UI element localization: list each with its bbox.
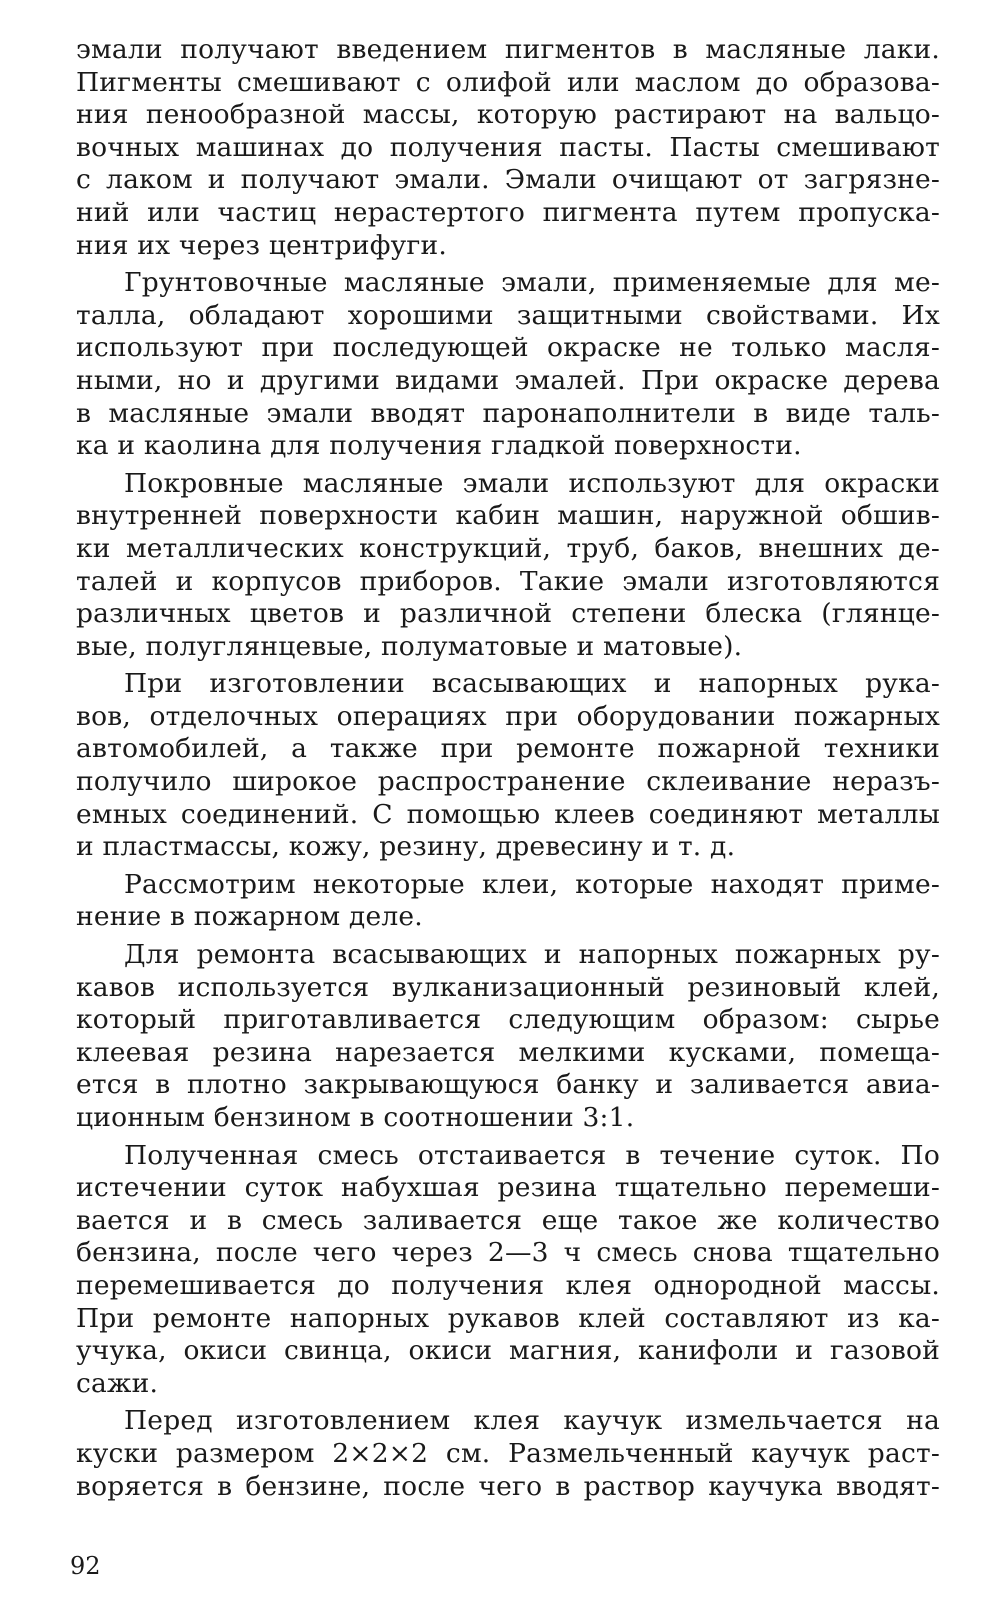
- text-line: вочных машинах до получения пасты. Пасты смешивают: [76, 131, 940, 163]
- paragraph-2: [76, 267, 940, 463]
- text-line: ными, но и другими видами эмалей. При окраске дерева: [76, 364, 940, 396]
- text-line: воряется в бензине, после чего в раствор каучука вводят-: [76, 1470, 940, 1502]
- paragraph-1: [76, 34, 940, 262]
- paragraph-5: [76, 869, 940, 934]
- page-body: [76, 34, 940, 1508]
- text-line: ки металлических конструкций, труб, баков, внешних де-: [76, 532, 940, 564]
- text-line: Рассмотрим некоторые клеи, которые находят приме-: [124, 868, 940, 900]
- text-line: автомобилей, а также при ремонте пожарной техники: [76, 733, 940, 765]
- text-line: в масляные эмали вводят паронаполнители в виде таль-: [76, 397, 940, 429]
- text-line: Покровные масляные эмали используют для окраски: [124, 467, 940, 499]
- text-line: талла, обладают хорошими защитными свойствами. Их: [76, 299, 940, 331]
- text-line: ка и каолина для получения гладкой поверхности.: [76, 430, 802, 462]
- text-line: куски размером 2×2×2 см. Размельченный каучук раст-: [76, 1437, 940, 1469]
- text-line: получило широкое распространение склеивание неразъ-: [76, 766, 940, 798]
- text-line: нение в пожарном деле.: [76, 901, 423, 933]
- text-line: с лаком и получают эмали. Эмали очищают от загрязне-: [76, 164, 940, 196]
- text-line: Для ремонта всасывающих и напорных пожарных ру-: [124, 939, 940, 971]
- text-line: Перед изготовлением клея каучук измельчается на: [124, 1405, 940, 1437]
- page-number: 92: [70, 1552, 101, 1580]
- text-line: вается и в смесь заливается еще такое же количество: [76, 1204, 940, 1236]
- text-line: ционным бензином в соотношении 3:1.: [76, 1102, 635, 1133]
- text-line: При изготовлении всасывающих и напорных рука-: [124, 668, 940, 700]
- text-line: учука, окиси свинца, окиси магния, канифоли и газовой: [76, 1335, 940, 1367]
- text-line: эмали получают введением пигментов в масляные лаки.: [76, 34, 940, 65]
- text-line: ний или частиц нерастертого пигмента путем пропуска-: [76, 196, 940, 228]
- text-line: талей и корпусов приборов. Такие эмали изготовляются: [76, 565, 940, 597]
- text-line: вые, полуглянцевые, полуматовые и матовые).: [76, 630, 743, 662]
- text-line: ния пенообразной массы, которую растирают на вальцо-: [76, 99, 940, 131]
- text-line: который приготавливается следующим образом: сырье: [76, 1004, 940, 1036]
- paragraph-3: [76, 468, 940, 664]
- paragraph-8: [76, 1405, 940, 1503]
- text-line: и пластмассы, кожу, резину, древесину и т. д.: [76, 831, 736, 863]
- text-line: используют при последующей окраске не только масля-: [76, 332, 940, 364]
- text-line: кавов используется вулканизационный резиновый клей,: [76, 971, 940, 1003]
- text-line: перемешивается до получения клея однородной массы.: [76, 1269, 940, 1301]
- paragraph-7: [76, 1140, 940, 1401]
- text-line: ется в плотно закрывающуюся банку и заливается авиа-: [76, 1069, 940, 1101]
- text-line: клеевая резина нарезается мелкими кусками, помеща-: [76, 1036, 940, 1068]
- text-line: Пигменты смешивают с олифой или маслом до образова-: [76, 66, 940, 98]
- text-line: ния их через центрифуги.: [76, 229, 447, 261]
- text-line: Полученная смесь отстаивается в течение суток. По: [124, 1139, 940, 1171]
- text-line: вов, отделочных операциях при оборудовании пожарных: [76, 700, 940, 732]
- text-line: Грунтовочные масляные эмали, применяемые для ме-: [124, 267, 940, 299]
- text-line: истечении суток набухшая резина тщательно перемеши-: [76, 1172, 940, 1204]
- text-line: сажи.: [76, 1367, 159, 1399]
- paragraph-4: [76, 668, 940, 864]
- text-line: внутренней поверхности кабин машин, наружной обшив-: [76, 500, 940, 532]
- paragraph-6: [76, 939, 940, 1135]
- text-line: бензина, после чего через 2—3 ч смесь снова тщательно: [76, 1237, 940, 1269]
- text-line: различных цветов и различной степени блеска (глянце-: [76, 598, 940, 630]
- text-line: емных соединений. С помощью клеев соединяют металлы: [76, 798, 940, 830]
- text-line: При ремонте напорных рукавов клей составляют из ка-: [76, 1302, 940, 1334]
